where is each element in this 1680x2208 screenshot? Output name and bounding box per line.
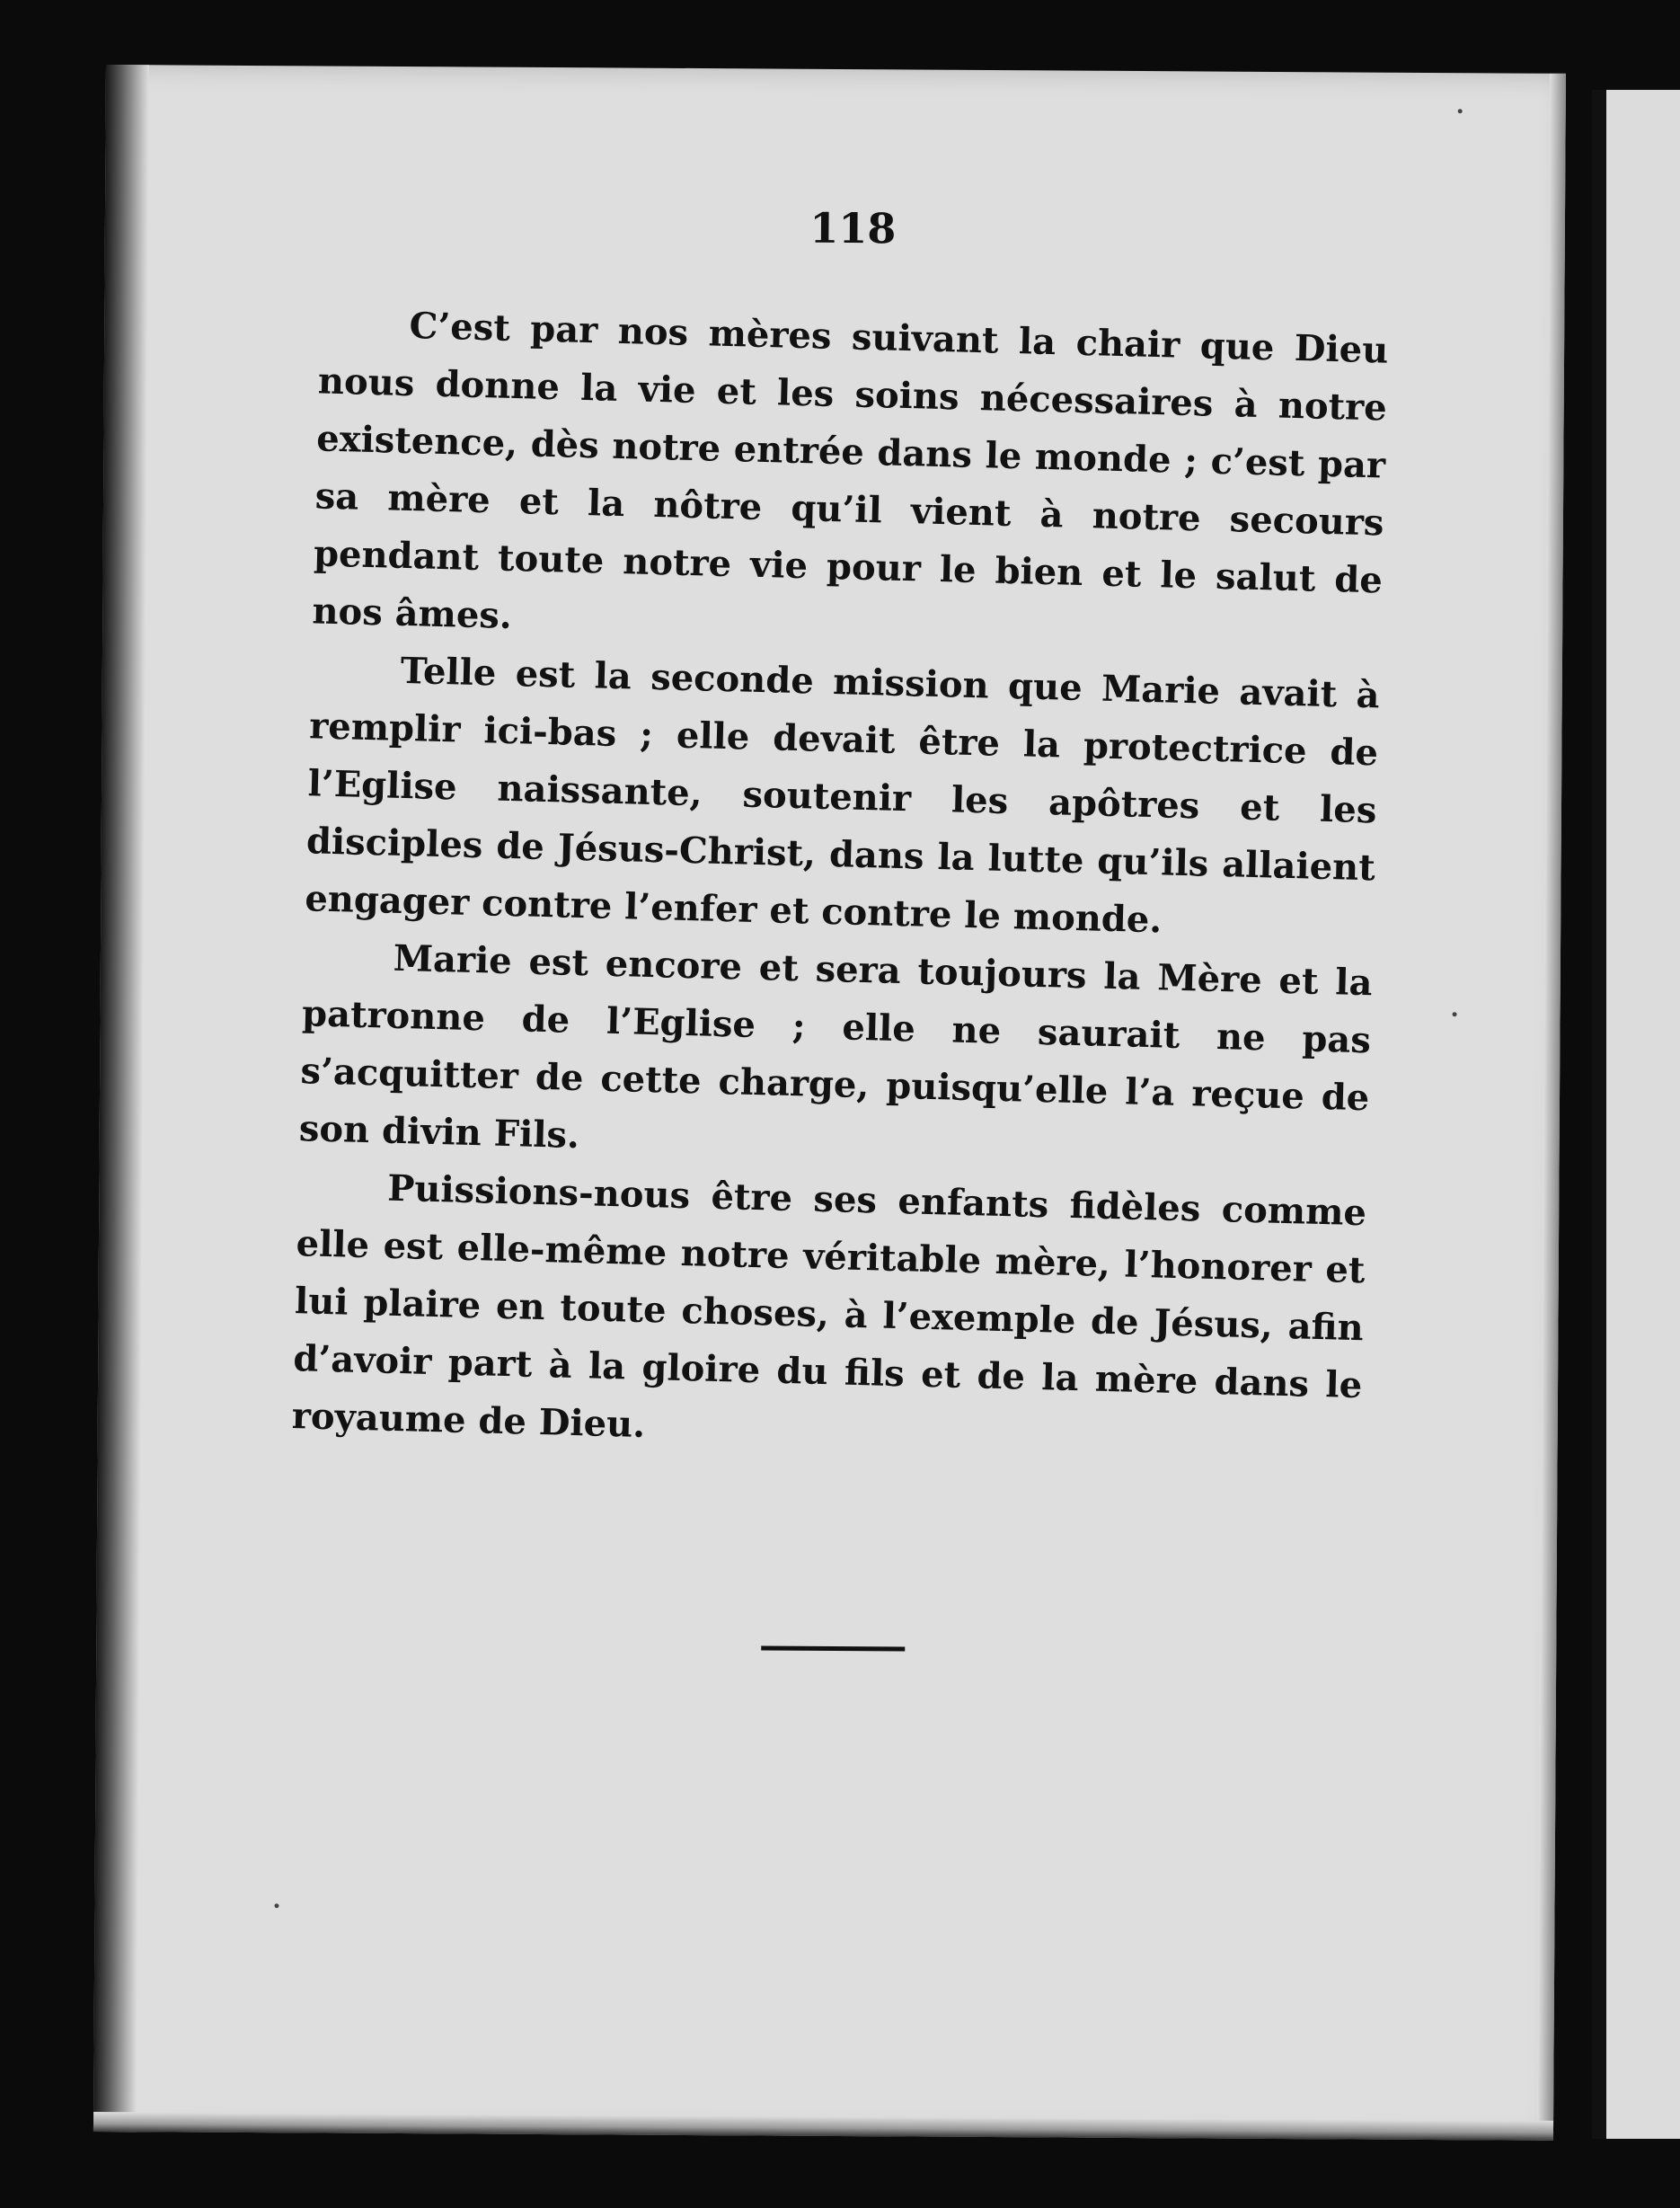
paragraph-3: Marie est encore et sera toujours la Mère et la patronne de l’Eglise ; elle ne saurait ne pas s’acquitter de cette charge, puisqu’elle l’a reçue de son divin Fils. bbox=[298, 936, 1374, 1157]
page-binding-edge bbox=[93, 65, 149, 2132]
page-text bbox=[291, 295, 1389, 1472]
paper-speck bbox=[1453, 1012, 1457, 1016]
book-page bbox=[93, 65, 1566, 2141]
paragraph-2: Telle est la seconde mission que Marie avait à remplir ici-bas ; elle devait être la protectrice de l’Eglise naissante, soutenir les apôtres et les disciples de Jésus-Christ, dans la lutte qu’ils allaient engager contre l’enfer et contre le monde. bbox=[304, 649, 1381, 942]
page-right-edge bbox=[1537, 74, 1566, 2141]
paper-speck bbox=[274, 1903, 279, 1908]
paper-speck bbox=[1458, 109, 1463, 113]
paragraph-1: C’est par nos mères suivant la chair que Dieu nous donne la vie et les soins nécessaires à notre existence, dès notre entrée dans le monde ; c’est par sa mère et la nôtre qu’il vient à notre secours pendant toute notre vie pour le bien et le salut de nos âmes. bbox=[311, 304, 1389, 637]
page-bottom-edge bbox=[93, 2112, 1553, 2141]
end-separator-rule bbox=[761, 1645, 905, 1651]
page-number: 118 bbox=[809, 203, 897, 253]
paragraph-4: Puissions-nous être ses enfants fidèles comme elle est elle-même notre véritable mère, l’honorer et lui plaire en toute choses, à l’exemple de Jésus, afin d’avoir part à la gloire du fils et de la mère dans le royaume de Dieu. bbox=[291, 1166, 1367, 1447]
facing-page-edge bbox=[1592, 90, 1680, 2139]
